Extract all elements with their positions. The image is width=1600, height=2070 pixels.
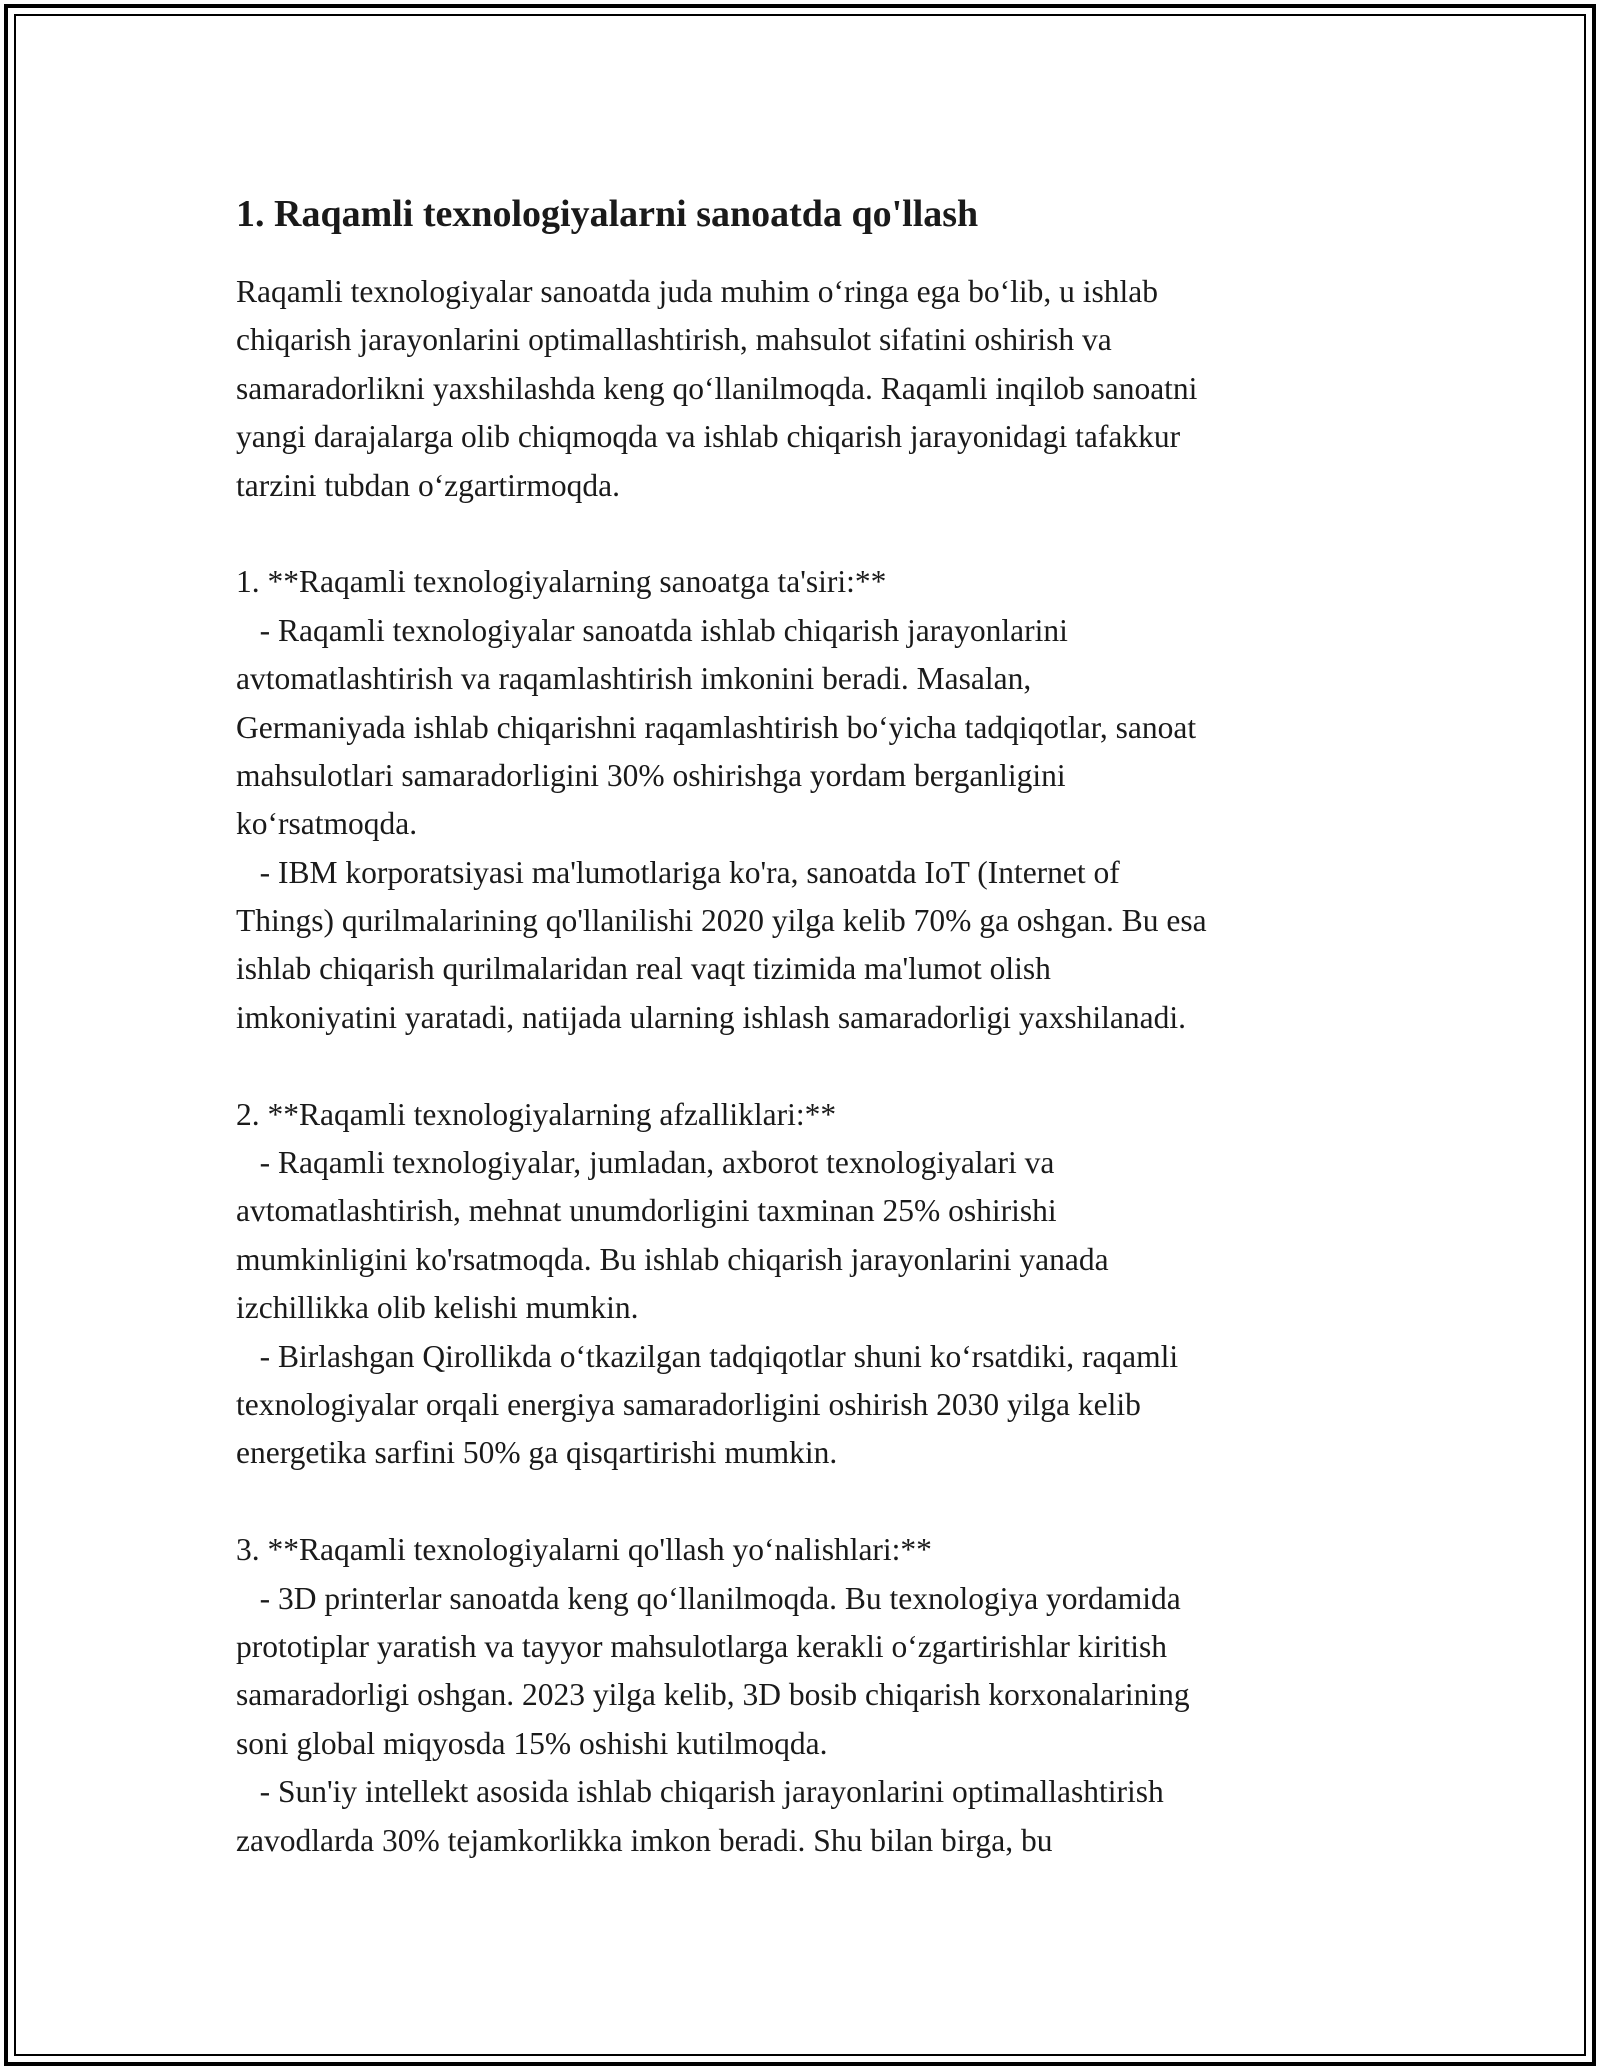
text-line: energetika sarfini 50% ga qisqartirishi mumkin. [236, 1435, 838, 1471]
text-line: mumkinligini ko'rsatmoqda. Bu ishlab chiqarish jarayonlarini yanada [236, 1241, 1109, 1277]
text-line: Things) qurilmalarining qo'llanilishi 2020 yilga kelib 70% ga oshgan. Bu esa [236, 903, 1207, 939]
text-line: - Birlashgan Qirollikda oʻtkazilgan tadqiqotlar shuni koʻrsatdiki, raqamli [236, 1338, 1179, 1374]
text-line: texnologiyalar orqali energiya samaradorligini oshirish 2030 yilga kelib [236, 1386, 1141, 1422]
text-line: Germaniyada ishlab chiqarishni raqamlashtirish boʻyicha tadqiqotlar, sanoat [236, 709, 1197, 745]
text-line: prototiplar yaratish va tayyor mahsulotlarga kerakli oʻzgartirishlar kiritish [236, 1628, 1168, 1664]
blank-line [236, 510, 1386, 558]
text-line: zavodlarda 30% tejamkorlikka imkon beradi. Shu bilan birga, bu [236, 1822, 1053, 1858]
document-body [236, 186, 1386, 1865]
blank-line [236, 1042, 1386, 1090]
text-line: samaradorligi oshgan. 2023 yilga kelib, 3D bosib chiqarish korxonalarining [236, 1677, 1190, 1713]
text-line: chiqarish jarayonlarini optimallashtirish, mahsulot sifatini oshirish va [236, 322, 1112, 358]
text-line: avtomatlashtirish, mehnat unumdorligini taxminan 25% oshirishi [236, 1193, 1057, 1229]
text-line: - Sun'iy intellekt asosida ishlab chiqarish jarayonlarini optimallashtirish [236, 1774, 1164, 1810]
text-line: - IBM korporatsiyasi ma'lumotlariga ko'ra, sanoatda IoT (Internet of [236, 854, 1120, 890]
text-line: koʻrsatmoqda. [236, 806, 418, 842]
text-line: 1. **Raqamli texnologiyalarning sanoatga ta'siri:** [236, 564, 887, 600]
text-line: mahsulotlari samaradorligini 30% oshirishga yordam berganligini [236, 757, 1066, 793]
text-line: imkoniyatini yaratadi, natijada ularning ishlash samaradorligi yaxshilanadi. [236, 999, 1186, 1035]
text-line: ishlab chiqarish qurilmalaridan real vaqt tizimida ma'lumot olish [236, 951, 1051, 987]
text-line: 3. **Raqamli texnologiyalarni qo'llash yoʻnalishlari:** [236, 1532, 932, 1568]
document-text [236, 268, 1386, 1865]
text-line: yangi darajalarga olib chiqmoqda va ishlab chiqarish jarayonidagi tafakkur [236, 419, 1181, 455]
text-line: - Raqamli texnologiyalar, jumladan, axborot texnologiyalari va [236, 1145, 1055, 1181]
text-line: Raqamli texnologiyalar sanoatda juda muhim oʻringa ega boʻlib, u ishlab [236, 274, 1159, 309]
section-heading: 1. Raqamli texnologiyalarni sanoatda qo'llash [236, 193, 979, 235]
text-line: soni global miqyosda 15% oshishi kutilmoqda. [236, 1725, 828, 1761]
text-line: - 3D printerlar sanoatda keng qoʻllanilmoqda. Bu texnologiya yordamida [236, 1580, 1181, 1616]
text-line: samaradorlikni yaxshilashda keng qoʻllanilmoqda. Raqamli inqilob sanoatni [236, 370, 1198, 406]
blank-line [236, 1478, 1386, 1526]
text-line: 2. **Raqamli texnologiyalarning afzalliklari:** [236, 1096, 837, 1132]
text-line: izchillikka olib kelishi mumkin. [236, 1290, 639, 1326]
text-line: tarzini tubdan oʻzgartirmoqda. [236, 467, 620, 503]
text-line: - Raqamli texnologiyalar sanoatda ishlab chiqarish jarayonlarini [236, 612, 1068, 648]
text-line: avtomatlashtirish va raqamlashtirish imkonini beradi. Masalan, [236, 661, 1032, 697]
